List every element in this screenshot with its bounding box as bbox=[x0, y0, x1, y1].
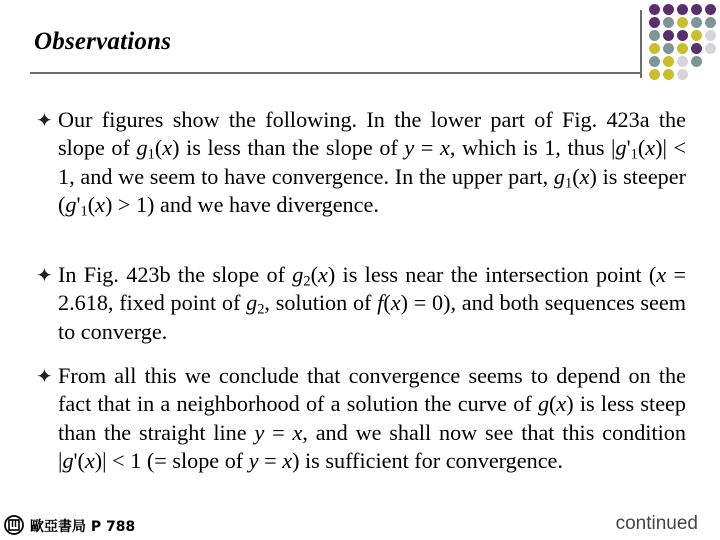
decor-dot bbox=[691, 17, 702, 28]
decor-dot bbox=[677, 30, 688, 41]
decor-dot bbox=[691, 43, 702, 54]
decor-dot bbox=[649, 4, 660, 15]
decor-dot bbox=[705, 43, 716, 54]
decor-dot bbox=[705, 17, 716, 28]
decor-dot bbox=[663, 4, 674, 15]
decor-dot bbox=[649, 56, 660, 67]
four-point-star-icon: ✦ bbox=[36, 364, 53, 388]
continued-label: continued bbox=[615, 513, 698, 534]
decor-dot bbox=[677, 4, 688, 15]
decor-dot bbox=[691, 56, 702, 67]
decor-dot bbox=[705, 30, 716, 41]
bullet-text: Our figures show the following. In the lower part of Fig. 423a the slope of $g_1(x)$ is less than the slope of y = x, which is 1, thus $|g'_1(x)| < 1$, and we seem to have convergence. In the upper part, $g_1(x)$ is steeper $(g'_1(x) > 1)$ and we have divergence. bbox=[58, 107, 687, 220]
decor-dot bbox=[677, 56, 688, 67]
source-reference: 歐亞書局 P 788 bbox=[30, 519, 136, 535]
slide-title: Observations bbox=[34, 28, 172, 55]
decor-dot bbox=[663, 43, 674, 54]
bullet-text: From all this we conclude that convergence seems to depend on the fact that in a neighborhood of a solution the curve of g(x) is less steep than the straight line y = x, and we shall now see that this condition |g'(x)| < 1 (= slope of y = x) is sufficient for convergence. bbox=[58, 363, 686, 474]
bullet-item bbox=[36, 362, 686, 476]
publisher-logo-icon bbox=[4, 515, 24, 535]
decor-dot bbox=[677, 43, 688, 54]
decorative-dot-grid bbox=[648, 3, 720, 78]
corner-divider bbox=[640, 10, 642, 78]
decor-dot bbox=[649, 17, 660, 28]
decor-dot bbox=[663, 17, 674, 28]
decor-dot bbox=[663, 69, 674, 80]
decor-dot bbox=[649, 69, 660, 80]
decor-dot bbox=[691, 4, 702, 15]
bullet-item bbox=[36, 261, 686, 346]
decor-dot bbox=[663, 56, 674, 67]
four-point-star-icon: ✦ bbox=[36, 108, 53, 132]
decor-dot bbox=[649, 30, 660, 41]
bullet-text: In Fig. 423b the slope of $g_2(x)$ is less near the intersection point (x = 2.618, fixed point of $g_2$, solution of f(x) = 0), and both sequences seem to converge. bbox=[58, 262, 686, 344]
decor-dot bbox=[663, 30, 674, 41]
decor-dot bbox=[677, 69, 688, 80]
decor-dot bbox=[691, 30, 702, 41]
decor-dot bbox=[677, 17, 688, 28]
bullet-item bbox=[36, 106, 686, 220]
title-underline bbox=[30, 72, 640, 74]
decor-dot bbox=[649, 43, 660, 54]
four-point-star-icon: ✦ bbox=[36, 263, 53, 287]
decor-dot bbox=[705, 4, 716, 15]
